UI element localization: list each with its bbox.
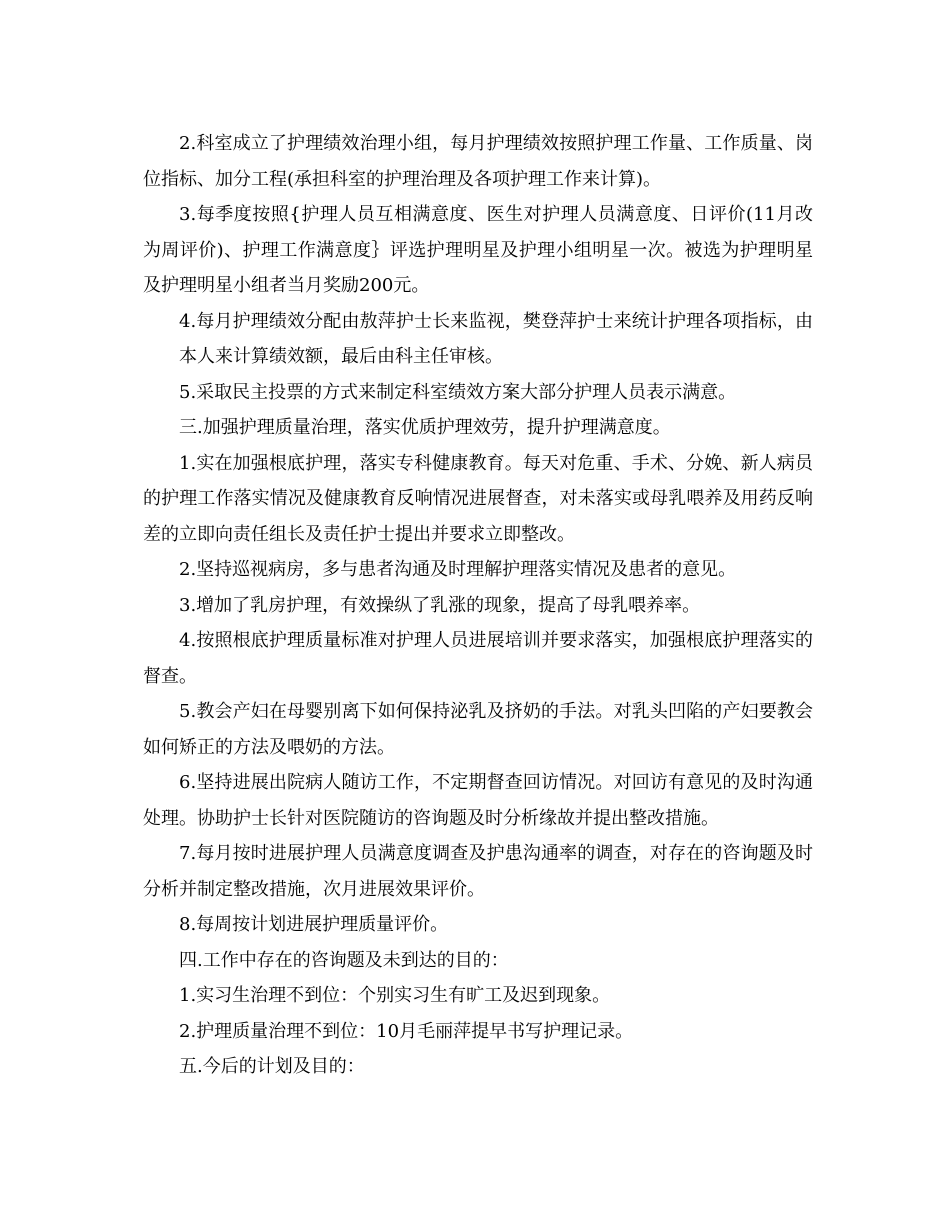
paragraph-item-2: 2.科室成立了护理绩效治理小组，每月护理绩效按照护理工作量、工作质量、岗位指标、加分工程(承担科室的护理治理及各项护理工作来计算)。 — [143, 133, 813, 190]
paragraph-item-2b: 2.坚持巡视病房，多与患者沟通及时理解护理落实情况及患者的意见。 — [179, 559, 737, 580]
section-heading-4: 四.工作中存在的咨询题及未到达的目的： — [179, 949, 509, 971]
paragraph-item-7: 7.每月按时进展护理人员满意度调查及护患沟通率的调查，对存在的咨询题及时分析并制定整改措施，次月进展效果评价。 — [143, 843, 813, 900]
section-heading-5: 五.今后的计划及目的： — [179, 1056, 365, 1077]
paragraph-item-1c: 1.实习生治理不到位：个别实习生有旷工及迟到现象。 — [179, 985, 611, 1006]
paragraph-item-6: 6.坚持进展出院病人随访工作，不定期督查回访情况。对回访有意见的及时沟通处理。协助护士长针对医院随访的咨询题及时分析缘故并提出整改措施。 — [143, 772, 813, 829]
paragraph-item-5: 5.采取民主投票的方式来制定科室绩效方案大部分护理人员表示满意。 — [179, 381, 737, 403]
document-body — [143, 126, 813, 1085]
paragraph-item-3b: 3.增加了乳房护理，有效操纵了乳涨的现象，提高了母乳喂养率。 — [179, 594, 701, 616]
paragraph-item-4: 4.每月护理绩效分配由敖萍护士长来监视，樊登萍护士来统计护理各项指标，由本人来计算绩效额，最后由科主任审核。 — [179, 310, 813, 367]
paragraph-item-2c: 2.护理质量治理不到位：10月毛丽萍提早书写护理记录。 — [179, 1020, 634, 1042]
paragraph-item-3: 3.每季度按照{护理人员互相满意度、医生对护理人员满意度、日评价(11月改为周评价)、护理工作满意度｝评选护理明星及护理小组明星一次。被选为护理明星及护理明星小组者当月奖励200元。 — [143, 204, 813, 296]
section-heading-3: 三.加强护理质量治理，落实优质护理效劳，提升护理满意度。 — [179, 417, 671, 438]
paragraph-item-4b: 4.按照根底护理质量标准对护理人员进展培训并要求落实，加强根底护理落实的督查。 — [143, 630, 813, 687]
paragraph-item-1: 1.实在加强根底护理，落实专科健康教育。每天对危重、手术、分娩、新人病员的护理工作落实情况及健康教育反响情况进展督查，对未落实或母乳喂养及用药反响差的立即向责任组长及责任护士提出并要求立即整改。 — [143, 452, 813, 545]
paragraph-item-5b: 5.教会产妇在母婴别离下如何保持泌乳及挤奶的手法。对乳头凹陷的产妇要教会如何矫正的方法及喂奶的方法。 — [143, 701, 813, 758]
paragraph-item-8: 8.每周按计划进展护理质量评价。 — [179, 914, 449, 935]
